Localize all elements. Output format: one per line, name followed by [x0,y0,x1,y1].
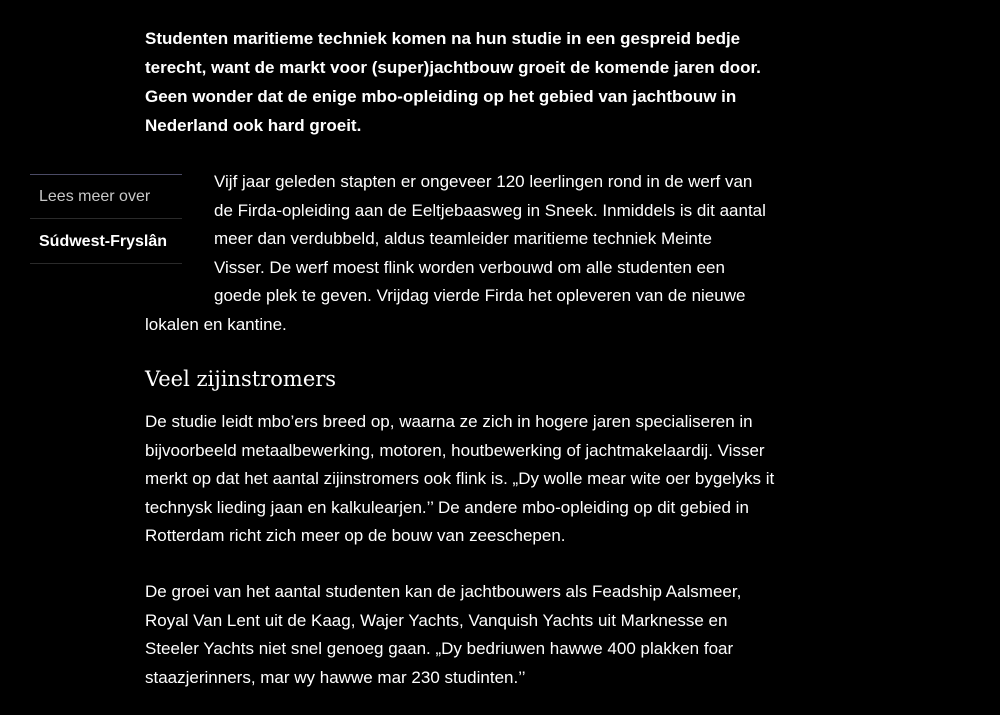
paragraph-line: meer dan verdubbeld, aldus teamleider maritieme techniek Meinte [214,229,712,248]
article-intro: Studenten maritieme techniek komen na hun studie in een gespreid bedje terecht, want de markt voor (super)jachtbouw groeit de komende jaren door. Geen wonder dat de enige mbo-opleiding op het gebied van jachtbouw in Nederland ook hard groeit. [145,29,761,135]
article-paragraph-2: De studie leidt mbo’ers breed op, waarna ze zich in hogere jaren specialiseren in bijvoorbeeld metaalbewerking, motoren, houtbewerking of jachtmakelaardij. Visser merkt op dat het aantal zijinstromers ook flink is. „Dy wolle mear wite oer bygelyks it technysk lieding jaan en kalkulearjen.’’ De andere mbo-opleiding op dit gebied in Rotterdam richt zich meer op de bouw van zeeschepen. [145,412,775,545]
paragraph-line: lokalen en kantine. [145,314,287,334]
related-topics-heading: Lees meer over [30,175,182,219]
paragraph-line: goede plek te geven. Vrijdag vierde Firda het opleveren van de nieuwe [214,286,746,305]
section-heading: Veel zijinstromers [145,367,337,391]
article-paragraph-1 [145,168,785,339]
paragraph-line: Vijf jaar geleden stapten er ongeveer 120 leerlingen rond in de werf van [214,172,753,191]
topic-link-sudwest-fryslan[interactable]: Súdwest-Fryslân [30,219,182,264]
paragraph-line: de Firda-opleiding aan de Eeltjebaasweg in Sneek. Inmiddels is dit aantal [214,200,766,220]
paragraph-line: Visser. De werf moest flink worden verbouwd om alle studenten een [214,257,725,277]
article-paragraph-3: De groei van het aantal studenten kan de jachtbouwers als Feadship Aalsmeer, Royal Van Lent uit de Kaag, Wajer Yachts, Vanquish Yachts uit Marknesse en Steeler Yachts niet snel genoeg gaan. „Dy bedriuwen hawwe 400 plakken foar staazjerinners, mar wy hawwe mar 230 studinten.’’ [145,582,742,687]
